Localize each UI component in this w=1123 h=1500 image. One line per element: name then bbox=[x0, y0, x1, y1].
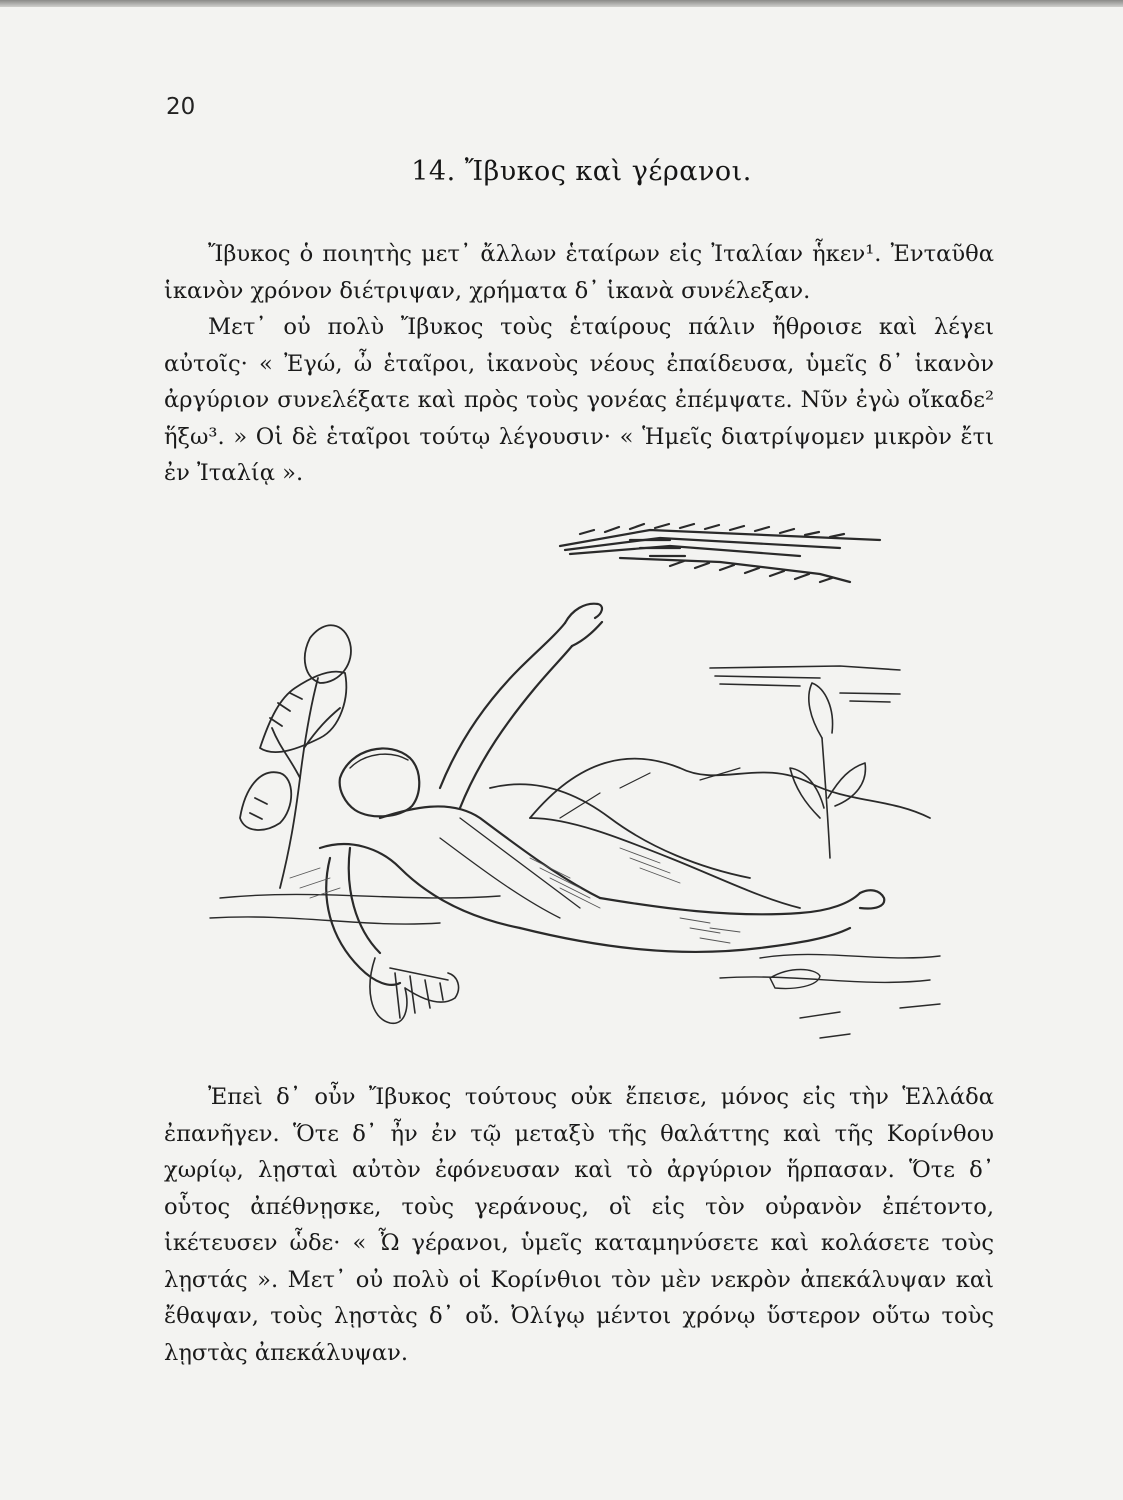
paragraph: Μετ᾽ οὐ πολὺ Ἴβυκος τοὺς ἑταίρους πάλιν ἤθροισε καὶ λέγει αὐτοῖς· « Ἐγώ, ὦ ἑταῖροι, ἱκανοὺς νέους ἐπαίδευσα, ὑμεῖς δ᾽ ἱκανὸν ἀργύριον συνελέξατε καὶ πρὸς τοὺς γονέας ἐπέμψατε. Νῦν ἐγὼ οἴκαδε² ἥξω³. » Οἱ δὲ ἑταῖροι τούτῳ λέγουσιν· « Ἡμεῖς διατρίψομεν μικρὸν ἔτι ἐν Ἰταλίᾳ ». bbox=[164, 314, 994, 486]
ibycus-and-cranes-illustration bbox=[200, 518, 960, 1056]
paragraph: Ἴβυκος ὁ ποιητὴς μετ᾽ ἄλλων ἑταίρων εἰς Ἰταλίαν ἧκεν¹. Ἐνταῦθα ἱκανὸν χρόνον διέτριψαν, χρήματα δ᾽ ἱκανὰ συνέλεξαν. bbox=[164, 241, 994, 304]
lyre bbox=[370, 958, 459, 1023]
chapter-title-text: 14. Ἴβυκος καὶ γέρανοι. bbox=[411, 156, 752, 187]
text-block-bottom bbox=[164, 1079, 994, 1371]
left-tree bbox=[240, 625, 351, 888]
cranes-distant bbox=[710, 666, 900, 702]
right-shrub bbox=[790, 683, 865, 858]
mountains bbox=[530, 759, 930, 818]
ground bbox=[210, 894, 940, 1038]
page-top-edge bbox=[0, 0, 1123, 7]
chapter-title bbox=[0, 156, 1123, 187]
paragraph: Ἐπεὶ δ᾽ οὖν Ἴβυκος τούτους οὐκ ἔπεισε, μόνος εἰς τὴν Ἑλλάδα ἐπανῆγεν. Ὅτε δ᾽ ἦν ἐν τῷ μεταξὺ τῆς θαλάττης καὶ τῆς Κορίνθου χωρίῳ, λῃσταὶ αὐτὸν ἐφόνευσαν καὶ τὸ ἀργύριον ἥρπασαν. Ὅτε δ᾽ οὗτος ἀπέθνῃσκε, τοὺς γεράνους, οἳ εἰς τὸν οὐρανὸν ἐπέτοντο, ἱκέτευσεν ὧδε· « Ὦ γέρανοι, ὑμεῖς καταμηνύσετε καὶ κολάσετε τοὺς λῃστάς ». Μετ᾽ οὐ πολὺ οἱ Κορίνθιοι τὸν μὲν νεκρὸν ἀπεκάλυψαν καὶ ἔθαψαν, τοὺς λῃστὰς δ᾽ οὔ. Ὀλίγῳ μέντοι χρόνῳ ὕστερον οὕτω τοὺς λῃστὰς ἀπεκάλυψαν. bbox=[164, 1084, 994, 1366]
cranes-flock bbox=[560, 524, 880, 582]
text-block-top bbox=[164, 236, 994, 492]
page-number: 20 bbox=[166, 94, 196, 120]
